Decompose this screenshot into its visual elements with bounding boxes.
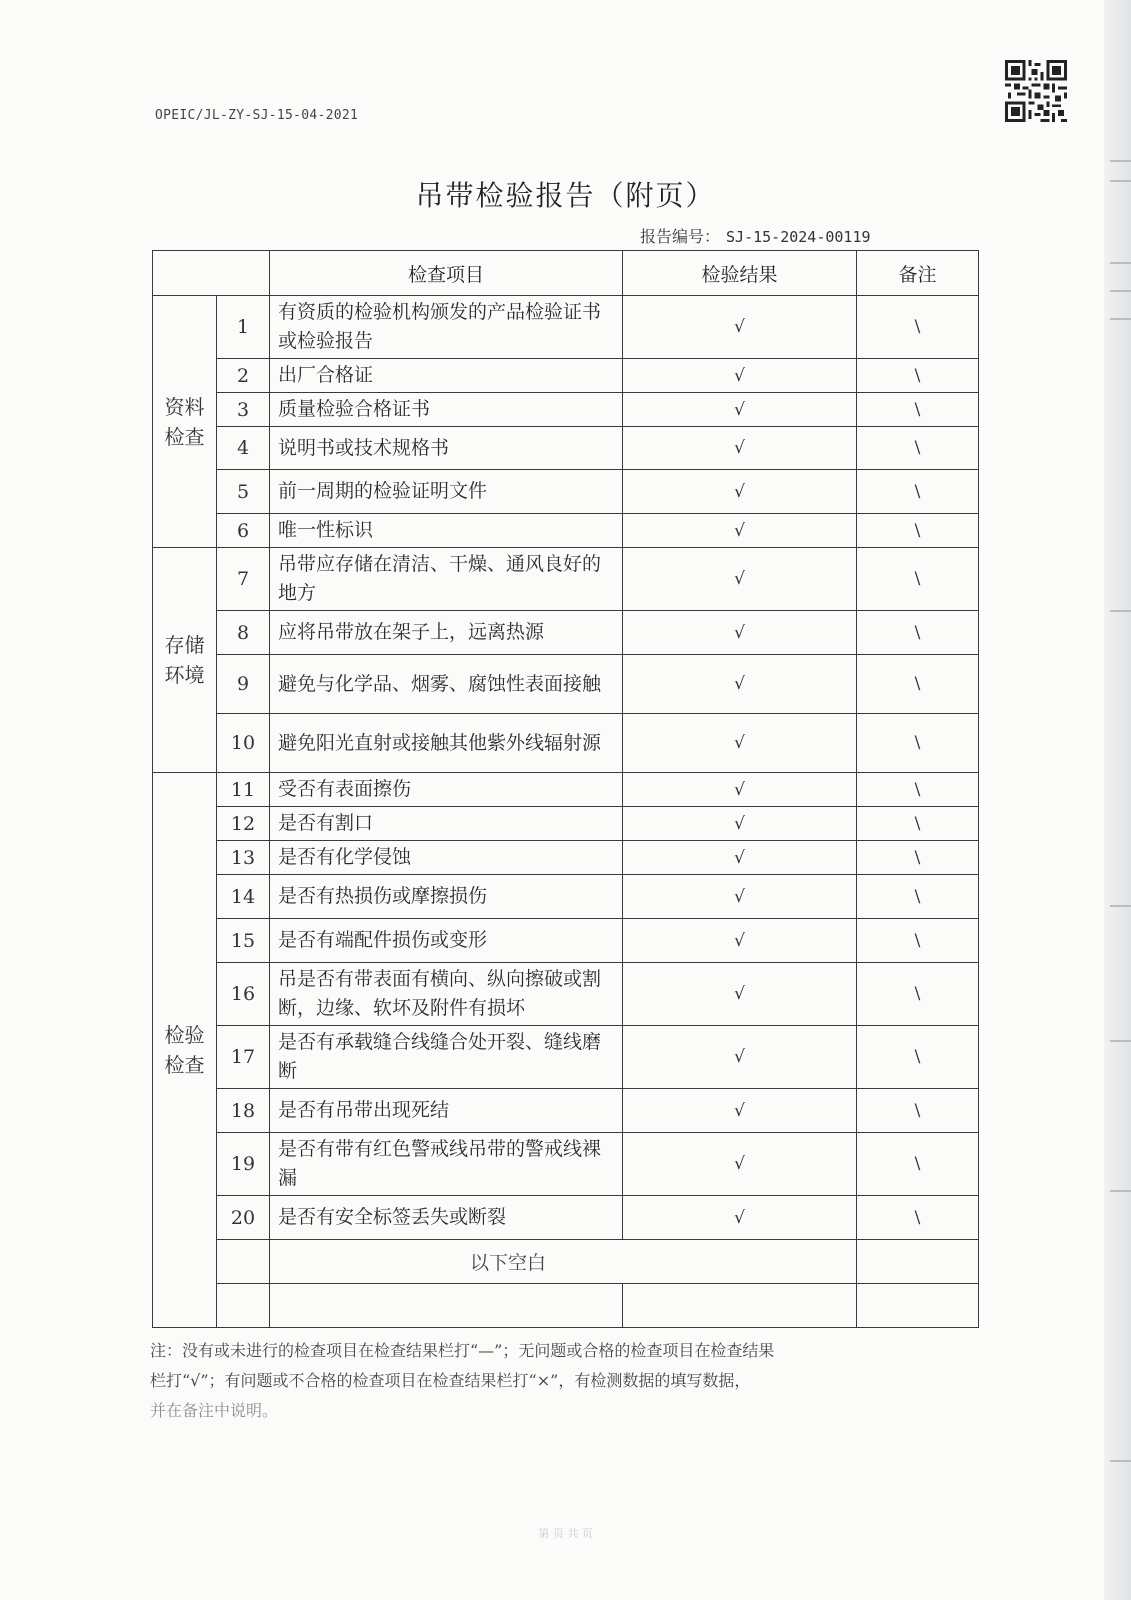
row-result: √ (623, 1089, 857, 1133)
table-row (153, 470, 979, 514)
row-item: 吊是否有带表面有横向、纵向擦破或割断，边缘、软坏及附件有损坏 (270, 963, 623, 1026)
row-number: 7 (217, 548, 270, 611)
row-item: 是否有化学侵蚀 (270, 841, 623, 875)
row-number: 19 (217, 1133, 270, 1196)
row-result: √ (623, 470, 857, 514)
category-cell (153, 296, 217, 548)
row-item: 吊带应存储在清洁、干燥、通风良好的地方 (270, 548, 623, 611)
footnote-line: 并在备注中说明。 (150, 1401, 279, 1420)
row-item: 避免与化学品、烟雾、腐蚀性表面接触 (270, 655, 623, 714)
row-remark: \ (857, 514, 979, 548)
row-number: 13 (217, 841, 270, 875)
row-number: 9 (217, 655, 270, 714)
table-row (153, 1196, 979, 1240)
row-result: √ (623, 655, 857, 714)
row-number: 2 (217, 359, 270, 393)
row-item: 是否有热损伤或摩擦损伤 (270, 875, 623, 919)
row-item: 质量检验合格证书 (270, 393, 623, 427)
header-remark: 备注 (857, 251, 979, 296)
row-remark: \ (857, 611, 979, 655)
table-row (153, 514, 979, 548)
table-row (153, 427, 979, 470)
table-row (153, 807, 979, 841)
row-number: 6 (217, 514, 270, 548)
table-row (153, 963, 979, 1026)
row-remark: \ (857, 1133, 979, 1196)
row-remark: \ (857, 875, 979, 919)
row-result: √ (623, 919, 857, 963)
row-number: 12 (217, 807, 270, 841)
row-result: √ (623, 714, 857, 773)
row-number: 4 (217, 427, 270, 470)
page-title: 吊带检验报告（附页） (415, 179, 716, 212)
table-row (153, 655, 979, 714)
report-number-value: SJ-15-2024-00119 (726, 228, 871, 246)
report-number-label: 报告编号： (640, 227, 721, 246)
header-item: 检查项目 (270, 251, 623, 296)
row-result: √ (623, 875, 857, 919)
row-item: 唯一性标识 (270, 514, 623, 548)
blank-text: 以下空白 (270, 1240, 857, 1284)
row-result: √ (623, 773, 857, 807)
header-corner-cell (153, 251, 270, 296)
blank-remark (857, 1284, 979, 1328)
row-remark: \ (857, 919, 979, 963)
page-footer: 第 页 共 页 (538, 1527, 593, 1540)
table-row (153, 773, 979, 807)
blank-remark (857, 1240, 979, 1284)
table-row (153, 1133, 979, 1196)
category-label: 存储环境 (164, 633, 205, 687)
row-item: 是否有割口 (270, 807, 623, 841)
document-code: OPEIC/JL-ZY-SJ-15-04-2021 (155, 108, 359, 123)
row-remark: \ (857, 548, 979, 611)
footnote (150, 1336, 950, 1426)
row-remark: \ (857, 773, 979, 807)
footnote-line: 注：没有或未进行的检查项目在检查结果栏打“—”；无问题或合格的检查项目在检查结果 (150, 1341, 775, 1360)
table-row (153, 611, 979, 655)
row-number: 15 (217, 919, 270, 963)
row-result: √ (623, 514, 857, 548)
footnote-line: 栏打“√”；有问题或不合格的检查项目在检查结果栏打“×”，有检测数据的填写数据， (150, 1371, 751, 1390)
row-number: 11 (217, 773, 270, 807)
blank-row (153, 1240, 979, 1284)
table-row (153, 1026, 979, 1089)
row-item: 是否有吊带出现死结 (270, 1089, 623, 1133)
row-number: 3 (217, 393, 270, 427)
blank-item (270, 1284, 623, 1328)
blank-result (623, 1284, 857, 1328)
row-item: 应将吊带放在架子上，远离热源 (270, 611, 623, 655)
row-remark: \ (857, 963, 979, 1026)
blank-number (217, 1240, 270, 1284)
row-remark: \ (857, 393, 979, 427)
table-row (153, 296, 979, 359)
row-number: 18 (217, 1089, 270, 1133)
row-remark: \ (857, 1089, 979, 1133)
table-row (153, 1089, 979, 1133)
row-item: 说明书或技术规格书 (270, 427, 623, 470)
row-result: √ (623, 393, 857, 427)
table-row (153, 359, 979, 393)
row-item: 是否有端配件损伤或变形 (270, 919, 623, 963)
row-result: √ (623, 548, 857, 611)
row-item: 受否有表面擦伤 (270, 773, 623, 807)
inspection-table (152, 250, 979, 1328)
row-number: 14 (217, 875, 270, 919)
scan-edge (1104, 0, 1131, 1600)
blank-row (153, 1284, 979, 1328)
row-item: 前一周期的检验证明文件 (270, 470, 623, 514)
row-item: 是否有安全标签丢失或断裂 (270, 1196, 623, 1240)
row-result: √ (623, 296, 857, 359)
row-result: √ (623, 841, 857, 875)
row-number: 5 (217, 470, 270, 514)
table-row (153, 841, 979, 875)
row-result: √ (623, 1196, 857, 1240)
row-number: 8 (217, 611, 270, 655)
row-result: √ (623, 1026, 857, 1089)
row-remark: \ (857, 655, 979, 714)
qr-code-icon (1005, 60, 1067, 122)
row-remark: \ (857, 427, 979, 470)
category-cell (153, 773, 217, 1328)
row-item: 是否有承载缝合线缝合处开裂、缝线磨断 (270, 1026, 623, 1089)
category-cell (153, 548, 217, 773)
table-row (153, 919, 979, 963)
row-item: 出厂合格证 (270, 359, 623, 393)
row-number: 1 (217, 296, 270, 359)
row-remark: \ (857, 359, 979, 393)
row-number: 10 (217, 714, 270, 773)
row-remark: \ (857, 714, 979, 773)
row-item: 是否有带有红色警戒线吊带的警戒线裸漏 (270, 1133, 623, 1196)
row-result: √ (623, 359, 857, 393)
category-label: 资料检查 (164, 394, 205, 449)
row-remark: \ (857, 1196, 979, 1240)
header-result: 检验结果 (623, 251, 857, 296)
row-remark: \ (857, 470, 979, 514)
table-row (153, 875, 979, 919)
table-row (153, 393, 979, 427)
row-number: 20 (217, 1196, 270, 1240)
row-number: 17 (217, 1026, 270, 1089)
report-number (640, 224, 871, 247)
row-item: 有资质的检验机构颁发的产品检验证书或检验报告 (270, 296, 623, 359)
row-number: 16 (217, 963, 270, 1026)
row-result: √ (623, 427, 857, 470)
table-header-row (153, 251, 979, 296)
row-result: √ (623, 1133, 857, 1196)
row-result: √ (623, 611, 857, 655)
row-remark: \ (857, 296, 979, 359)
row-remark: \ (857, 807, 979, 841)
row-remark: \ (857, 841, 979, 875)
row-result: √ (623, 807, 857, 841)
table-row (153, 714, 979, 773)
category-label: 检验检查 (164, 1023, 205, 1077)
blank-number (217, 1284, 270, 1328)
table-row (153, 548, 979, 611)
row-item: 避免阳光直射或接触其他紫外线辐射源 (270, 714, 623, 773)
row-result: √ (623, 963, 857, 1026)
row-remark: \ (857, 1026, 979, 1089)
